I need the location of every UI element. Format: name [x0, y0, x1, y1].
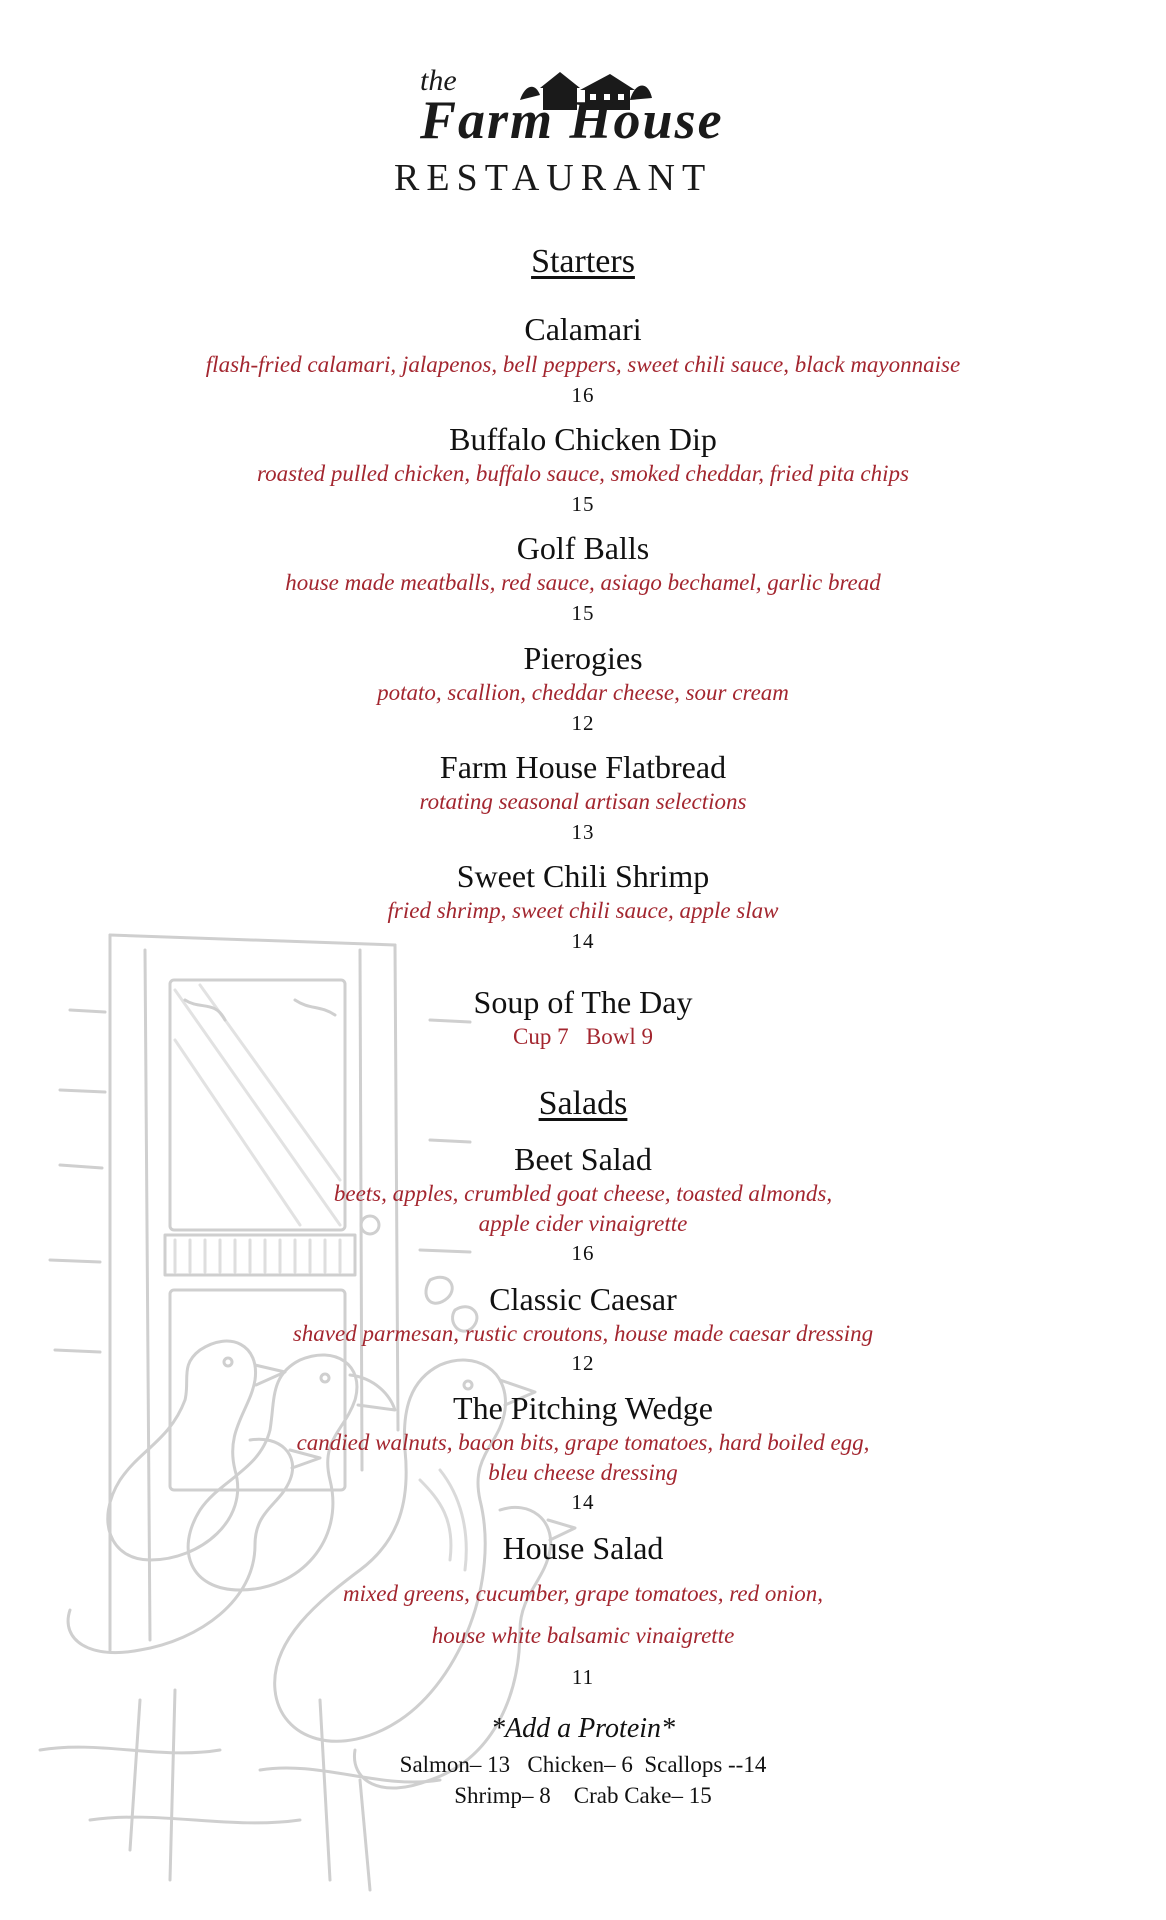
starter-name: Sweet Chili Shrimp [456, 858, 710, 894]
starter-name: Farm House Flatbread [439, 749, 727, 785]
starter-price: 16 [571, 383, 595, 407]
starter-name: Buffalo Chicken Dip [449, 421, 717, 457]
starter-name: Calamari [524, 311, 642, 347]
salad-description: shaved parmesan, rustic croutons, house made caesar dressing [292, 1321, 874, 1346]
protein-options-line: Salmon– 13 Chicken– 6 Scallops --14 [399, 1752, 767, 1777]
starter-description: rotating seasonal artisan selections [419, 789, 747, 814]
logo-name-text: Farm House [420, 90, 724, 150]
starter-name: Golf Balls [516, 530, 650, 566]
salad-description: bleu cheese dressing [488, 1460, 678, 1485]
logo-the-text: the [420, 64, 457, 97]
add-protein-heading: *Add a Protein* [490, 1713, 676, 1744]
salad-name: Beet Salad [514, 1141, 652, 1177]
salad-name: House Salad [502, 1530, 664, 1566]
starter-description: fried shrimp, sweet chili sauce, apple slaw [387, 898, 779, 923]
starter-description: potato, scallion, cheddar cheese, sour cream [377, 680, 789, 705]
starter-price: 15 [571, 601, 595, 625]
starter-price: 12 [571, 711, 595, 735]
salad-name: Classic Caesar [489, 1281, 677, 1317]
starter-description: roasted pulled chicken, buffalo sauce, smoked cheddar, fried pita chips [257, 461, 909, 486]
starters-heading: Starters [531, 243, 635, 280]
salad-description: candied walnuts, bacon bits, grape tomatoes, hard boiled egg, [296, 1430, 870, 1455]
salad-price: 16 [571, 1241, 595, 1265]
starter-description: house made meatballs, red sauce, asiago bechamel, garlic bread [285, 570, 881, 595]
logo-subtitle-text: RESTAURANT [394, 157, 713, 199]
salad-description: beets, apples, crumbled goat cheese, toasted almonds, [333, 1181, 833, 1206]
salad-description: apple cider vinaigrette [478, 1211, 688, 1236]
starter-price: 15 [571, 492, 595, 516]
salad-description: mixed greens, cucumber, grape tomatoes, red onion, [343, 1581, 823, 1606]
salad-price: 12 [571, 1351, 595, 1375]
starter-price: 13 [571, 820, 595, 844]
salad-price: 11 [571, 1665, 595, 1689]
starter-price: 14 [571, 929, 595, 953]
starter-description: flash-fried calamari, jalapenos, bell peppers, sweet chili sauce, black mayonnaise [205, 352, 961, 377]
salad-description: house white balsamic vinaigrette [431, 1623, 735, 1648]
starter-name: Pierogies [523, 640, 643, 676]
salad-name: The Pitching Wedge [453, 1390, 713, 1426]
soup-price: Cup 7 Bowl 9 [513, 1024, 653, 1049]
salad-price: 14 [571, 1490, 595, 1514]
protein-options-line: Shrimp– 8 Crab Cake– 15 [454, 1783, 712, 1808]
salads-heading: Salads [538, 1085, 628, 1122]
soup-name: Soup of The Day [473, 984, 693, 1020]
